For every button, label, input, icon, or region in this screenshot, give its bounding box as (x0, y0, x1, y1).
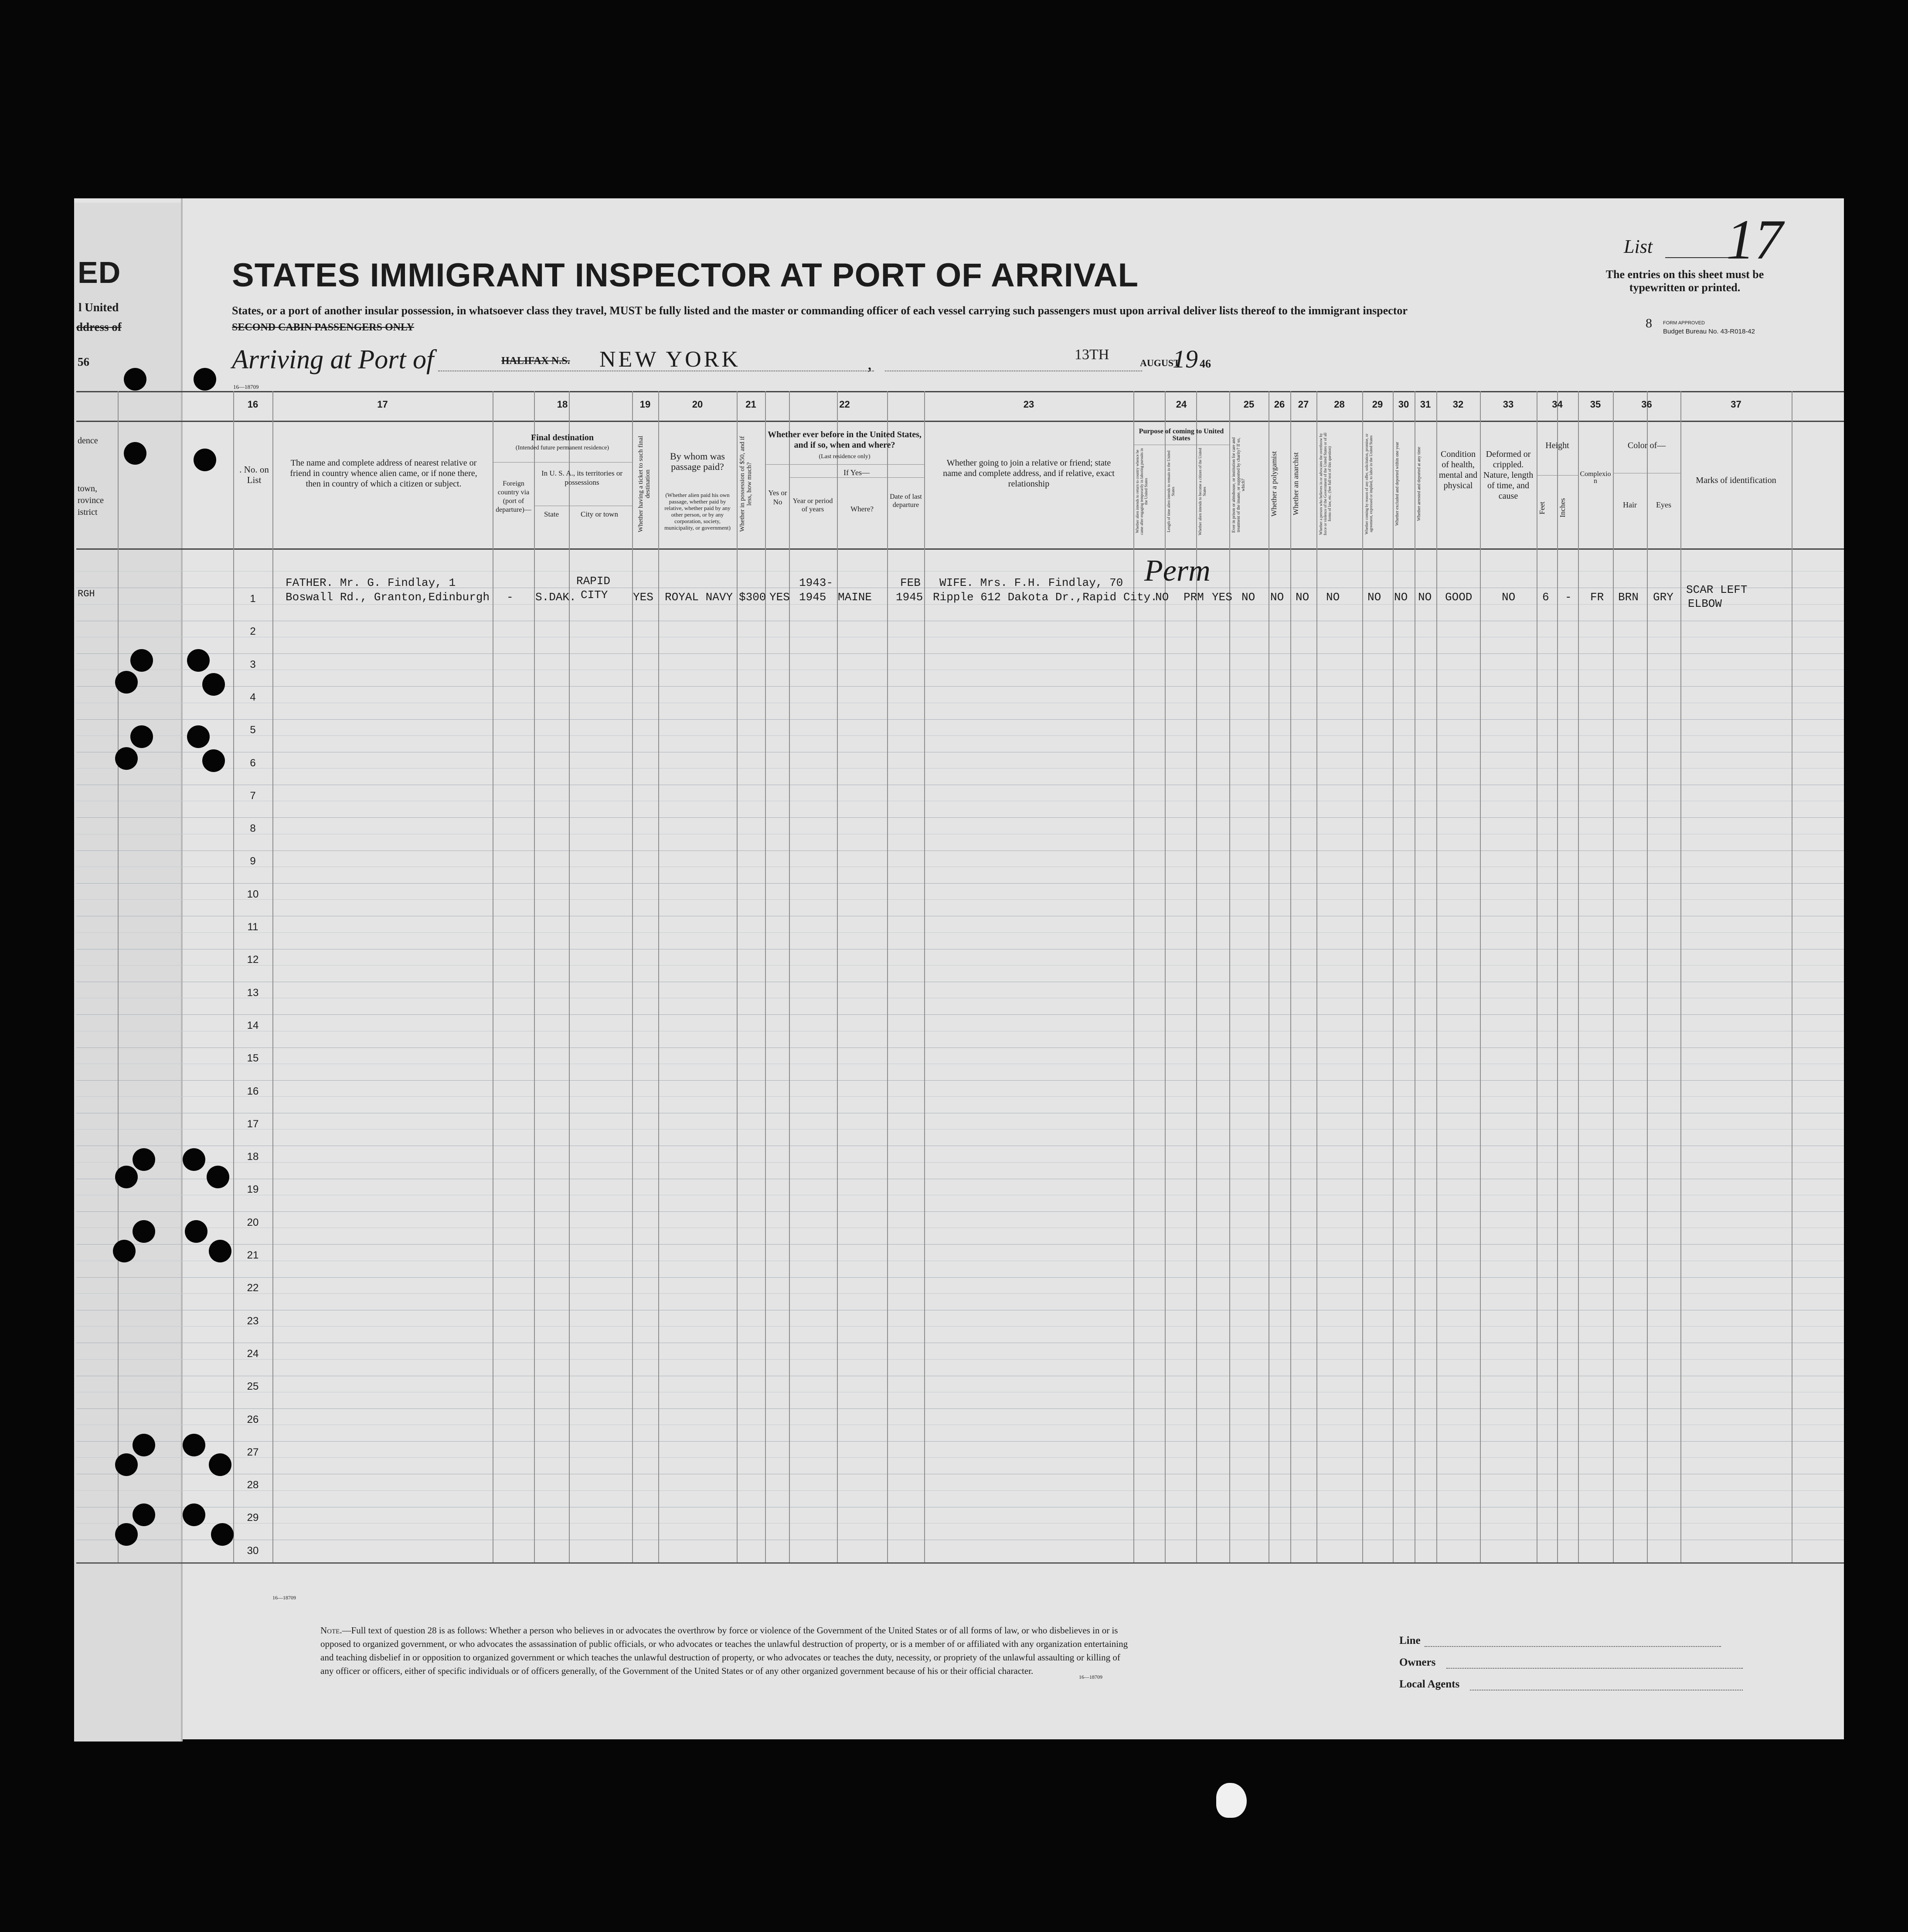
row-number: 13 (247, 987, 259, 999)
row1-deported: NO (1418, 591, 1432, 604)
row1-length: PRM (1184, 591, 1204, 604)
col-30-number: 30 (1398, 399, 1409, 410)
row1-paid-by: ROYAL NAVY (665, 591, 733, 604)
column-rule (1362, 391, 1363, 1562)
row-number: 12 (247, 954, 259, 966)
left-residence-row1: RGH (78, 588, 95, 599)
column-rule (1290, 391, 1291, 1562)
row-number: 25 (247, 1381, 259, 1392)
list-number: 17 (1726, 208, 1783, 271)
col-32-number: 32 (1452, 399, 1464, 410)
table-bottom-rule (76, 1562, 1844, 1564)
col-19-number: 19 (639, 399, 651, 410)
column-rule (1133, 391, 1134, 1562)
row1-feet: 6 (1542, 591, 1549, 604)
form-code-bottom-left: 16—18709 (272, 1595, 296, 1601)
footnote-text: —Full text of question 28 is as follows: Whether a person who believes in or advocates the overthrow by force or violence of the Government of the United States or of all forms of law, or who disbelieves in or is opposed to organized government, or who advocates the assassination of public officials, or who advocates or teaches the unlawful destruction of property, or is a member of or affiliated with any organization entertaining and teaching disbelief in or opposition to organized government or which teaches the unlawful destruction of property, or who advocates or teaches the duty, necessity, or propriety of the unlawful assaulting or killing of any officer or officers, either of specific individuals or of officers generally, of the Government of the United States or of any other organized government because of his or their official character. (320, 1625, 1128, 1676)
row-number: 20 (247, 1217, 259, 1228)
punch-hole (124, 368, 146, 391)
col-32-header: Condition of health, mental and physical (1439, 449, 1478, 490)
col-16-header: . No. on List (239, 464, 269, 485)
row1-where: MAINE (838, 591, 872, 604)
row1-inches: - (1565, 591, 1572, 604)
row-number: 28 (247, 1479, 259, 1491)
row1-complexion: FR (1590, 591, 1604, 604)
class-line: SECOND CABIN PASSENGERS ONLY (232, 322, 415, 333)
row-number: 24 (247, 1348, 259, 1360)
col-16-number: 16 (247, 399, 258, 410)
list-underline (1665, 257, 1731, 258)
row1-city-line2: CITY (581, 588, 608, 602)
budget-bureau: Budget Bureau No. 43-R018-42 (1663, 328, 1755, 335)
col-26-number: 26 (1274, 399, 1285, 410)
instruction-text: States, or a port of another insular possession, in whatsoever class they travel, MUST be fully listed and the master or commanding officer of each vessel carrying such passengers must upon arrival deliver lists thereof to the immigrant inspector (232, 304, 1408, 317)
row1-eyes: GRY (1653, 591, 1673, 604)
row-number: 9 (250, 855, 256, 867)
col-34b-header: Inches (1558, 498, 1567, 518)
col-20-header: By whom was passage paid? (670, 451, 725, 472)
row1-money: $300 (739, 591, 766, 604)
row1-state: S.DAK. (535, 591, 576, 604)
col-34-number: 34 (1552, 399, 1563, 410)
punch-hole (183, 1503, 205, 1526)
col-17-header: The name and complete address of nearest relative or friend in country whence alien came, or if none there, then in country of which a citizen or subject. (290, 458, 477, 489)
column-rule (658, 391, 659, 1562)
subheader-rule (789, 477, 924, 478)
col-29-number: 29 (1372, 399, 1383, 410)
col-28-number: 28 (1334, 399, 1345, 410)
local-agents-label: Local Agents (1399, 1678, 1460, 1690)
col-18-subheader: (Intended future permanent residence) (515, 445, 609, 451)
row-number: 19 (247, 1184, 259, 1195)
row1-citizen: YES (1212, 591, 1232, 604)
punch-hole (133, 1148, 155, 1171)
row1-city-line1: RAPID (576, 575, 611, 588)
column-rule (1578, 391, 1579, 1562)
col-28-header: Whether a person who believes in or advocates the overthrow by force or violence of the Government of the United States or of all forms of law, etc. (See full text of this question) (1319, 432, 1332, 535)
col-18b-state: State (544, 510, 559, 518)
punch-hole (115, 1453, 138, 1476)
row1-length-handwritten: Perm (1144, 554, 1211, 588)
col-20-subheader: (Whether alien paid his own passage, whether paid by relative, whether paid by any other person, or by any corporation, society, municipality, or government) (664, 492, 731, 531)
row-number: 2 (250, 626, 256, 637)
column-rule (1229, 391, 1230, 1562)
column-rule (737, 391, 738, 1562)
row-number: 30 (247, 1545, 259, 1557)
col-35-header: Complexion (1580, 470, 1611, 485)
punch-hole (202, 673, 225, 696)
col-36-header: Color of— (1627, 441, 1666, 450)
col-25-number: 25 (1243, 399, 1255, 410)
punch-hole (133, 1434, 155, 1456)
row1-foreign-country: - (507, 591, 514, 604)
row-number: 27 (247, 1446, 259, 1458)
col-17-number: 17 (377, 399, 388, 410)
column-rule (534, 391, 535, 1562)
col-36a-header: Hair (1623, 500, 1637, 509)
owners-field[interactable] (1446, 1668, 1743, 1669)
punch-hole (133, 1220, 155, 1243)
col-24-header: Purpose of coming to United States (1139, 428, 1224, 442)
punch-hole (115, 671, 138, 694)
arrival-day: 13TH (1075, 347, 1109, 363)
punch-hole (194, 449, 216, 471)
punch-hole (183, 1434, 205, 1456)
owners-label: Owners (1399, 1656, 1436, 1668)
column-rule (1436, 391, 1437, 1562)
left-label-residence: dence (78, 436, 98, 446)
column-rule (837, 391, 838, 1562)
punch-hole (185, 1220, 207, 1243)
row-number: 7 (250, 790, 256, 802)
punch-hole (115, 747, 138, 770)
row-number: 26 (247, 1414, 259, 1425)
left-label-province: rovince (78, 496, 104, 505)
row-number: 5 (250, 724, 256, 736)
page-title: STATES IMMIGRANT INSPECTOR AT PORT OF ARRIVAL (232, 257, 1139, 294)
punch-hole (115, 1523, 138, 1546)
punch-hole (130, 649, 153, 672)
row-number: 16 (247, 1085, 259, 1097)
column-rule (632, 391, 633, 1562)
row1-deformed: NO (1502, 591, 1516, 604)
col-31-number: 31 (1420, 399, 1431, 410)
subheader-rule (493, 462, 632, 463)
punch-hole (209, 1240, 231, 1262)
row1-prison: NO (1241, 591, 1255, 604)
col-36b-header: Eyes (1656, 500, 1671, 509)
col-22-subheader: (Last residence only) (819, 453, 871, 460)
col-18b-header: In U. S. A., its territories or possessions (541, 469, 623, 486)
column-rule (887, 391, 888, 1562)
row1-marks-line2: ELBOW (1688, 597, 1722, 610)
punch-hole (211, 1523, 234, 1546)
column-rule (272, 391, 273, 1562)
col-36-number: 36 (1641, 399, 1652, 410)
col-33-number: 33 (1503, 399, 1514, 410)
col-27-number: 27 (1298, 399, 1309, 410)
left-fragment-2: l United (78, 301, 119, 314)
row-number: 11 (247, 921, 258, 933)
column-rule (924, 391, 925, 1562)
col-20-number: 20 (692, 399, 703, 410)
row-number: 23 (247, 1315, 259, 1327)
col-37-header: Marks of identification (1696, 476, 1776, 485)
col-21-number: 21 (745, 399, 756, 410)
punch-hole (187, 725, 210, 748)
port-struck: HALIFAX N.S. (501, 355, 570, 367)
punch-hole (194, 368, 216, 391)
line-field[interactable] (1425, 1646, 1721, 1647)
col-22a-header: Yes or No (768, 489, 787, 506)
row-number: 21 (247, 1249, 259, 1261)
col-18b-city: City or town (581, 510, 618, 518)
left-label-town: town, (78, 484, 97, 493)
row1-offer: NO (1367, 591, 1381, 604)
punch-hole (187, 649, 210, 672)
col-21-header: Whether in possession of $50, and if less, how much? (739, 436, 753, 532)
row-number: 6 (250, 757, 256, 769)
left-title-fragment: ED (78, 255, 121, 289)
col-22-number: 22 (839, 399, 850, 410)
column-rule (1613, 391, 1614, 1562)
punch-hole (202, 749, 225, 772)
row-number: 8 (250, 823, 256, 834)
punch-hole (113, 1240, 136, 1262)
col-22d-header: Date of last departure (890, 493, 922, 509)
row1-joining-line2: Ripple 612 Dakota Dr.,Rapid City. (933, 591, 1157, 604)
row1-before-us: YES (769, 591, 790, 604)
col-22-ifyes: If Yes— (843, 468, 870, 477)
column-rule (1647, 391, 1648, 1562)
list-label: List (1624, 236, 1653, 257)
row1-health: GOOD (1445, 591, 1473, 604)
col-34a-header: Feet (1538, 501, 1546, 514)
row-number: 22 (247, 1282, 259, 1294)
col-22-header: Whether ever before in the United States, and if so, when and where? (768, 430, 922, 450)
column-rule (789, 391, 790, 1562)
row1-ticket: YES (633, 591, 653, 604)
column-rule (569, 391, 570, 1562)
column-rule (1393, 391, 1394, 1562)
row1-relative-line1: FATHER. Mr. G. Findlay, 1 (286, 576, 456, 589)
col-24a-header: Whether alien intends to return to country whence he came after engaging temporarily in laboring pursuits in the United States (1135, 448, 1148, 535)
row-number: 15 (247, 1052, 259, 1064)
year-handwritten: 46 (1200, 357, 1211, 370)
row1-departure-line2: 1945 (896, 591, 923, 604)
col-22c-header: Where? (850, 505, 874, 513)
punch-hole (130, 725, 153, 748)
left-label-district: istrict (78, 507, 98, 517)
form-code-top: 16—18709 (233, 384, 259, 390)
row1-years-line1: 1943- (799, 576, 833, 589)
col-18-header: Final destination (531, 433, 594, 442)
col-24b-header: Length of time alien intends to remain in the United States (1167, 450, 1175, 533)
column-rule (233, 391, 234, 1562)
col-18a-header: Foreign country via (port of departure)— (496, 480, 531, 514)
row1-anarchist: NO (1296, 591, 1309, 604)
punch-hole (115, 1166, 138, 1188)
left-page-strip (74, 203, 181, 1742)
port-comma: , (867, 354, 872, 373)
form-approved: FORM APPROVED (1663, 320, 1705, 326)
col-24c-header: Whether alien intends to become a citizen of the United States (1198, 448, 1207, 535)
punch-hole (209, 1453, 231, 1476)
row1-excluded: NO (1394, 591, 1408, 604)
page-fold (181, 198, 183, 1742)
col-24-number: 24 (1176, 399, 1187, 410)
col-30-header: Whether excluded and deported within one year (1395, 442, 1400, 526)
row-number: 29 (247, 1512, 259, 1524)
row1-relative-line2: Boswall Rd., Granton,Edinburgh (286, 591, 490, 604)
form-code-bottom: 16—18709 (1079, 1674, 1102, 1680)
column-rule (765, 391, 766, 1562)
col-27-header: Whether an anarchist (1292, 452, 1300, 516)
column-rule (118, 391, 119, 1562)
row1-years-line2: 1945 (799, 591, 826, 604)
punch-hole (133, 1503, 155, 1526)
row1-polygamist: NO (1270, 591, 1284, 604)
row-number: 4 (250, 691, 256, 703)
col-33-header: Deformed or crippled. Nature, length of time, and cause (1483, 449, 1534, 501)
footnote (320, 1624, 1131, 1678)
col-37-number: 37 (1731, 399, 1741, 410)
row-number: 14 (247, 1020, 259, 1031)
subheader-rule (765, 464, 924, 465)
row1-overthrow: NO (1326, 591, 1340, 604)
col-34-header: Height (1545, 441, 1569, 450)
col-29-header: Whether coming by reason of any offer, solicitation, promise, or agreement, expressed or implied, to labor in the United States (1364, 433, 1373, 534)
col-23-header: Whether going to join a relative or friend; state name and complete address, and if relative, exact relationship (943, 458, 1115, 489)
col-22b-header: Year or period of years (792, 497, 833, 513)
arriving-label: Arriving at Port of (232, 345, 434, 374)
row-number: 17 (247, 1118, 259, 1130)
left-fragment-3: ddress of (76, 320, 122, 333)
row-number: 1 (250, 593, 256, 605)
punch-hole (183, 1148, 205, 1171)
row-number: 3 (250, 659, 256, 670)
row-number: 10 (247, 888, 259, 900)
punch-hole (207, 1166, 229, 1188)
row1-joining-line1: WIFE. Mrs. F.H. Findlay, 70 (939, 576, 1123, 589)
port-name: NEW YORK (599, 347, 741, 372)
col-26-header: Whether a polygamist (1270, 451, 1278, 517)
sheet-number: 8 (1646, 316, 1652, 330)
column-rule (1480, 391, 1481, 1562)
row1-hair: BRN (1618, 591, 1639, 604)
row-number: 18 (247, 1151, 259, 1163)
line-label: Line (1399, 1635, 1421, 1646)
col-23-number: 23 (1023, 399, 1034, 410)
col-31-header: Whether arrested and deported at any time (1417, 447, 1422, 521)
punch-hole (124, 442, 146, 465)
entries-note: The entries on this sheet must be typewritten or printed. (1605, 268, 1764, 294)
arrival-month: AUGUST (1140, 357, 1180, 368)
year-printed: 19 (1173, 345, 1198, 373)
col-25-header: Ever in prison or almshouse, or institution for care and treatment of the insane, or supported by charity? If so, which? (1231, 437, 1246, 533)
col-35-number: 35 (1590, 399, 1601, 410)
column-rule (1557, 391, 1558, 1562)
row1-departure-line1: FEB (900, 576, 921, 589)
footnote-label: Note. (320, 1625, 342, 1636)
paper-scrap (1216, 1783, 1247, 1818)
row1-marks-line1: SCAR LEFT (1686, 583, 1748, 596)
subheader-rule (1537, 475, 1578, 476)
col-18-number: 18 (557, 399, 568, 410)
column-rule (1316, 391, 1317, 1562)
col-19-header: Whether having a ticket to such final destination (637, 435, 651, 532)
left-fragment-4: 56 (78, 355, 89, 368)
column-rule (1680, 391, 1681, 1562)
row1-return: NO (1155, 591, 1169, 604)
